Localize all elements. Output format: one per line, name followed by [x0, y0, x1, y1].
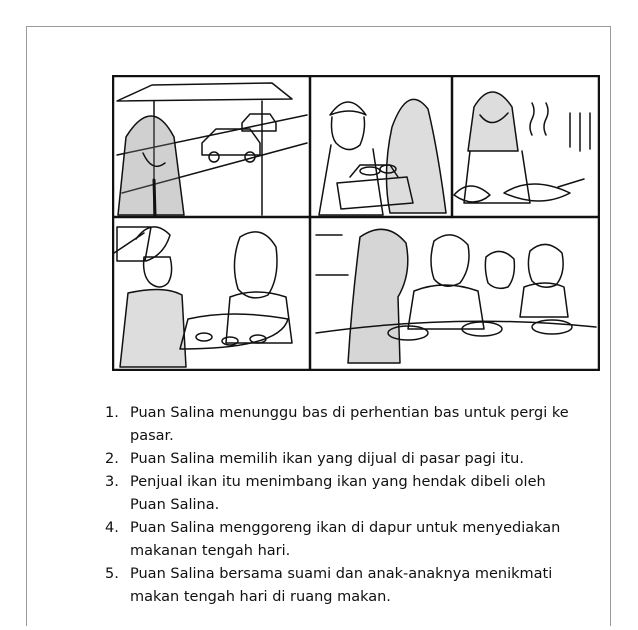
sentence-item [105, 517, 585, 563]
comic-strip-illustration [112, 75, 600, 371]
panel-family-dinner [316, 229, 596, 363]
sentence-text: Puan Salina menggoreng ikan di dapur untuk menyediakan makanan tengah hari. [130, 520, 561, 559]
sentence-item [105, 563, 585, 609]
sentence-number: 5. [105, 566, 119, 582]
sentence-number: 2. [105, 451, 119, 467]
sentence-number: 1. [105, 405, 119, 421]
sentence-item [105, 471, 585, 517]
panel-market [114, 227, 292, 367]
sentence-number: 3. [105, 474, 119, 490]
sentence-text: Puan Salina bersama suami dan anak-anaknya menikmati makan tengah hari di ruang makan. [130, 566, 553, 605]
sentence-text: Puan Salina memilih ikan yang dijual di pasar pagi itu. [130, 451, 524, 467]
sentence-item [105, 402, 585, 448]
panel-fish-stall [319, 99, 446, 215]
sentence-number: 4. [105, 520, 119, 536]
illustration-panels [112, 75, 600, 371]
panel-bus-stop [117, 83, 307, 215]
sentence-text: Puan Salina menunggu bas di perhentian bas untuk pergi ke pasar. [130, 405, 569, 444]
sentence-text: Penjual ikan itu menimbang ikan yang hendak dibeli oleh Puan Salina. [130, 474, 546, 513]
panel-kitchen [454, 92, 590, 203]
sentence-item [105, 448, 585, 471]
sentence-list [105, 402, 585, 609]
